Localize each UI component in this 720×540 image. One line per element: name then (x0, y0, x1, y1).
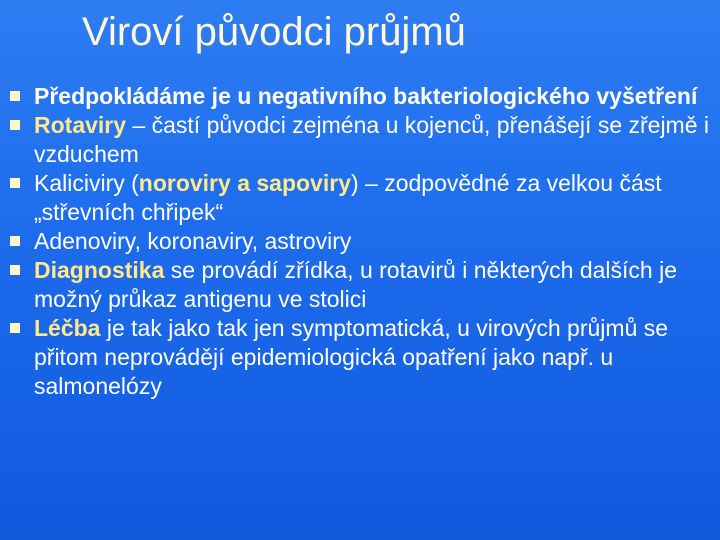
bullet-text: se provádí zřídka, u rotavirů i některých dalších je možný průkaz antigenu ve stolici (34, 257, 678, 312)
bullet-text: noroviry a sapoviry (138, 170, 351, 196)
bullet-text: Diagnostika (34, 257, 165, 283)
bullet-text: je tak jako tak jen symptomatická, u virových průjmů se přitom neprovádějí epidemiologická opatření jako např. u salmonelózy (34, 315, 669, 399)
bullet-item (8, 314, 714, 401)
square-bullet-icon (10, 120, 20, 130)
bullet-text: Rotaviry (34, 112, 127, 138)
bullet-text: – častí původci zejména u kojenců, přenášejí se zřejmě i vzduchem (34, 112, 710, 167)
bullet-text: Kaliciviry ( (34, 170, 139, 196)
bullet-item (8, 256, 714, 314)
slide-title: Viroví původci průjmů (82, 10, 466, 54)
bullet-list (8, 82, 714, 401)
square-bullet-icon (10, 323, 20, 333)
bullet-text: Předpokládáme je u negativního bakteriologického vyšetření (34, 83, 698, 109)
bullet-text: ) – zodpovědné za velkou část „střevních chřipek“ (34, 170, 662, 225)
bullet-text: Adenoviry, koronaviry, astroviry (34, 228, 352, 254)
square-bullet-icon (10, 178, 20, 188)
square-bullet-icon (10, 265, 20, 275)
square-bullet-icon (10, 91, 20, 101)
bullet-text: Léčba (34, 315, 101, 341)
bullet-item (8, 111, 714, 169)
bullet-item (8, 227, 714, 256)
bullet-item (8, 82, 714, 111)
bullet-item (8, 169, 714, 227)
square-bullet-icon (10, 236, 20, 246)
